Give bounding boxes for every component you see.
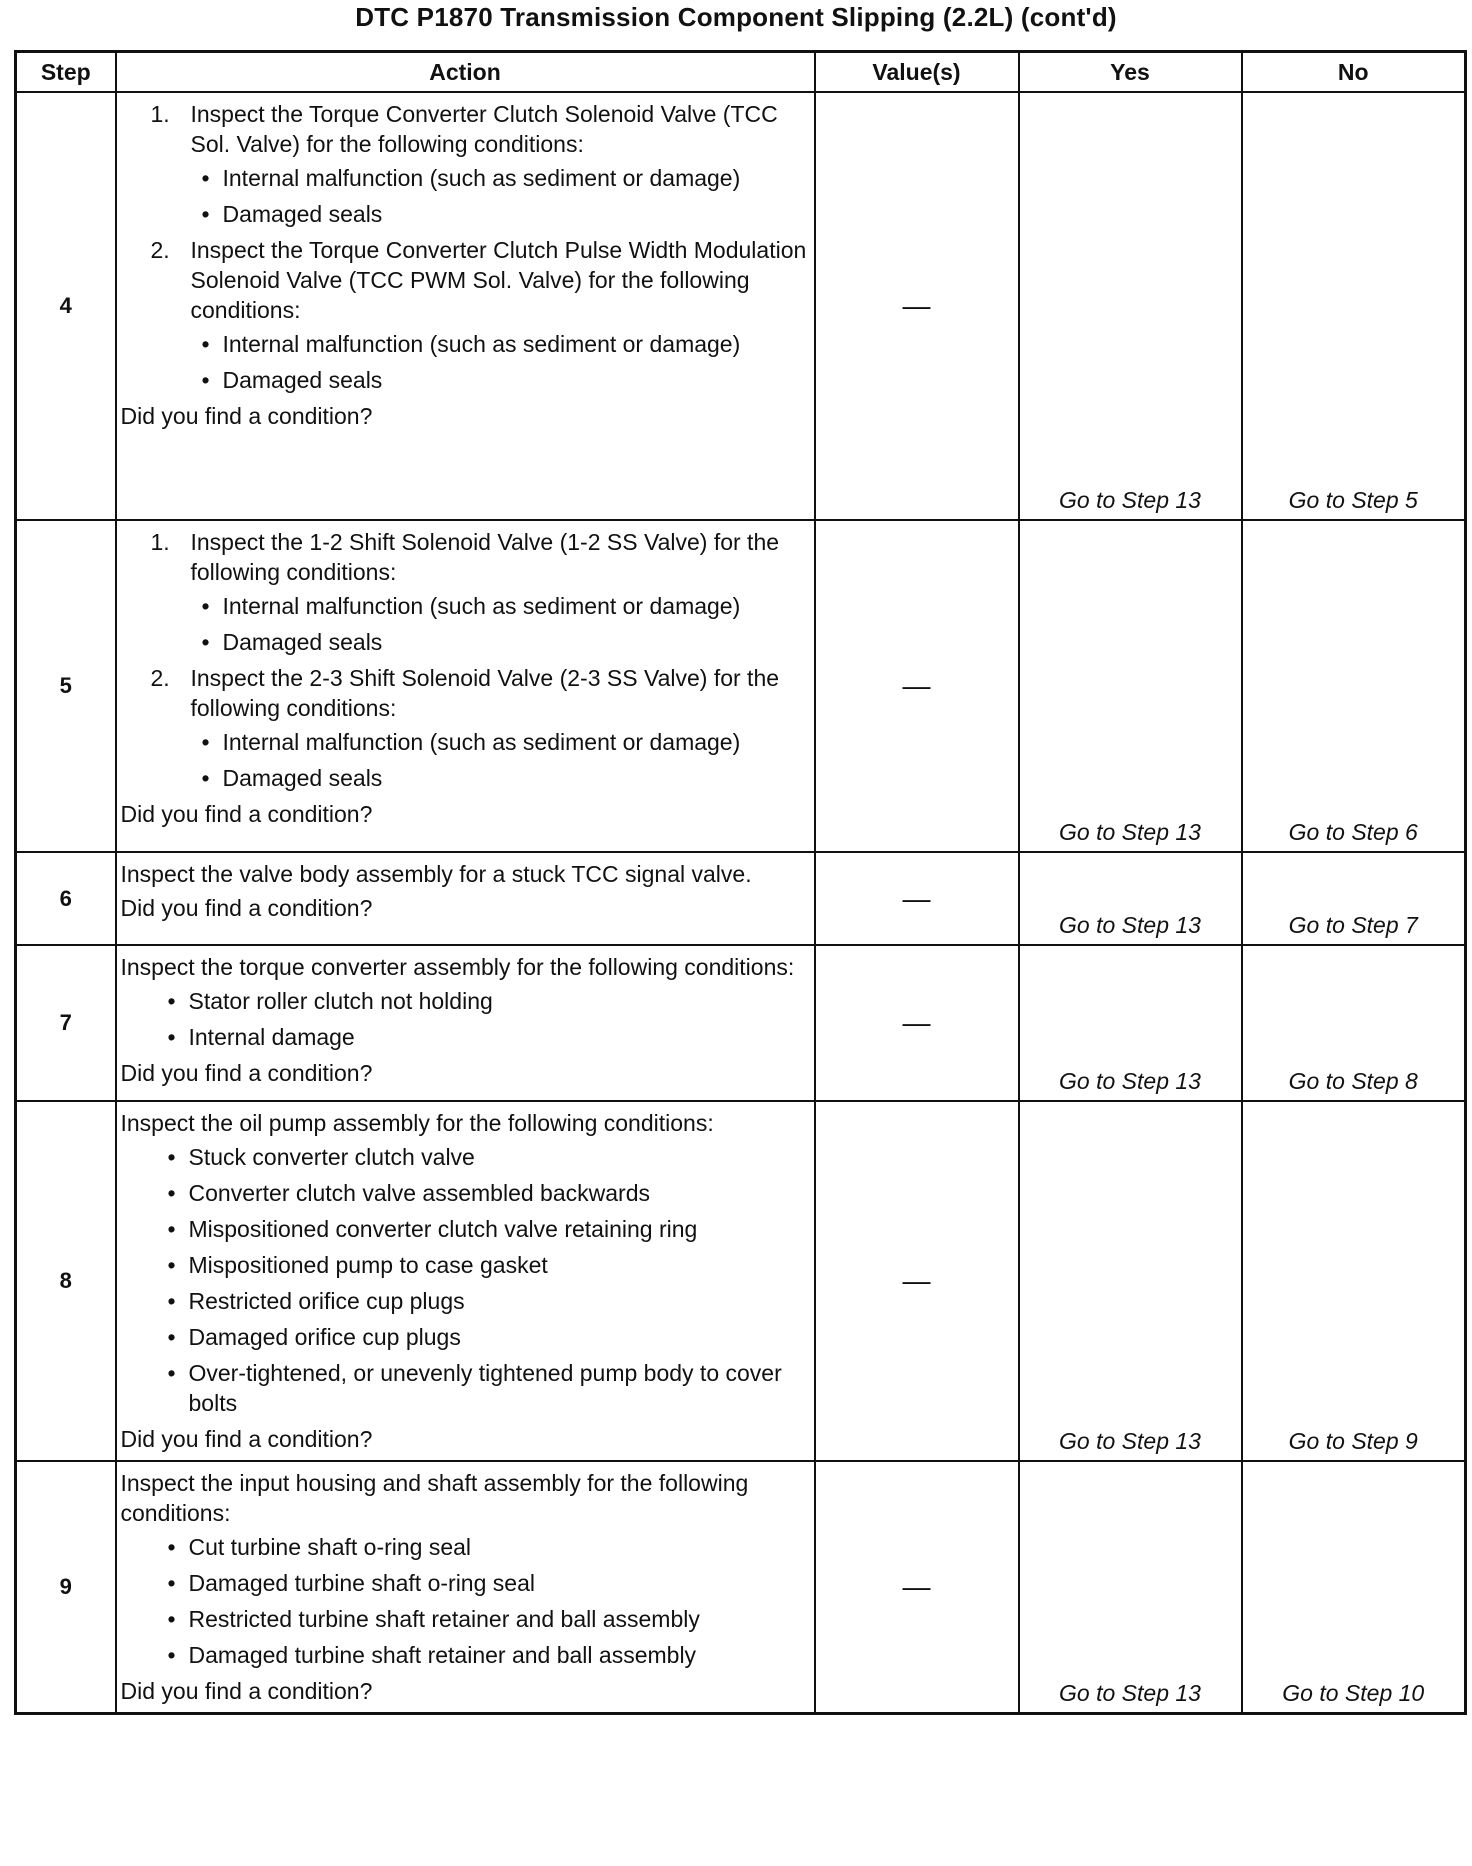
bullet-text: Damaged orifice cup plugs — [188, 1324, 461, 1350]
table-row — [16, 92, 1466, 520]
no-goto: Go to Step 8 — [1242, 945, 1466, 1101]
bullet-item — [155, 1250, 808, 1280]
bullet-text: Internal malfunction (such as sediment or damage) — [222, 165, 741, 191]
bullet-item — [155, 1568, 808, 1598]
bullet-item — [155, 1532, 808, 1562]
bullet-text: Internal malfunction (such as sediment or damage) — [222, 729, 741, 755]
bullet-icon: • — [167, 1180, 176, 1206]
bullet-item — [189, 727, 808, 757]
bullet-icon: • — [167, 1024, 176, 1050]
value-dash: — — [815, 520, 1019, 852]
bullet-item — [189, 365, 808, 395]
bullet-icon: • — [201, 331, 210, 357]
bullet-icon: • — [201, 629, 210, 655]
condition-question: Did you find a condition? — [120, 1426, 373, 1452]
bullet-icon: • — [167, 1534, 176, 1560]
numbered-step — [121, 527, 808, 657]
yes-goto: Go to Step 13 — [1019, 520, 1242, 852]
step-text: Inspect the 2-3 Shift Solenoid Valve (2-3 SS Valve) for the following conditions: — [190, 665, 780, 721]
bullet-text: Restricted turbine shaft retainer and ball assembly — [188, 1606, 700, 1632]
step-text: Inspect the Torque Converter Clutch Pulse Width Modulation Solenoid Valve (TCC PWM Sol. Valve) for the following conditions: — [190, 237, 807, 323]
bullet-text: Stuck converter clutch valve — [188, 1144, 475, 1170]
bullet-icon: • — [167, 1642, 176, 1668]
bullet-icon: • — [167, 1606, 176, 1632]
bullet-icon: • — [201, 729, 210, 755]
action-intro: Inspect the oil pump assembly for the following conditions: — [120, 1110, 714, 1136]
no-goto: Go to Step 9 — [1242, 1101, 1466, 1461]
bullet-item — [155, 1322, 808, 1352]
step-number: 5 — [16, 520, 116, 852]
yes-goto: Go to Step 13 — [1019, 852, 1242, 945]
bullet-text: Restricted orifice cup plugs — [188, 1288, 465, 1314]
bullet-icon: • — [201, 765, 210, 791]
action-intro: Inspect the input housing and shaft assembly for the following conditions: — [120, 1470, 749, 1526]
value-dash: — — [815, 92, 1019, 520]
bullet-icon: • — [167, 1216, 176, 1242]
step-number: 6 — [16, 852, 116, 945]
condition-question: Did you find a condition? — [120, 801, 373, 827]
condition-question: Did you find a condition? — [120, 1060, 373, 1086]
no-goto: Go to Step 7 — [1242, 852, 1466, 945]
numbered-line — [151, 235, 808, 325]
numbered-line — [151, 663, 808, 723]
bullet-item — [189, 591, 808, 621]
step-number: 4 — [16, 92, 116, 520]
action-cell — [116, 1461, 815, 1714]
bullet-text: Internal malfunction (such as sediment or damage) — [222, 331, 741, 357]
yes-goto: Go to Step 13 — [1019, 92, 1242, 520]
numbered-line — [151, 527, 808, 587]
bullet-text: Damaged seals — [222, 201, 383, 227]
bullet-text: Damaged turbine shaft retainer and ball assembly — [188, 1642, 697, 1668]
value-dash: — — [815, 852, 1019, 945]
header-row — [16, 52, 1466, 93]
bullet-icon: • — [167, 988, 176, 1014]
bullet-list — [155, 986, 808, 1052]
bullet-item — [189, 199, 808, 229]
diagnostic-table — [14, 50, 1467, 1715]
step-index: 1. — [150, 101, 170, 127]
numbered-step — [121, 235, 808, 395]
action-cell — [116, 852, 815, 945]
bullet-text: Damaged seals — [222, 367, 383, 393]
bullet-list — [189, 163, 808, 229]
bullet-icon: • — [167, 1570, 176, 1596]
action-intro: Inspect the valve body assembly for a stuck TCC signal valve. — [120, 861, 752, 887]
header-step: Step — [16, 52, 116, 93]
action-cell — [116, 92, 815, 520]
bullet-item — [189, 763, 808, 793]
bullet-text: Internal malfunction (such as sediment or damage) — [222, 593, 741, 619]
bullet-text: Stator roller clutch not holding — [188, 988, 493, 1014]
bullet-list — [155, 1532, 808, 1670]
bullet-item — [155, 1640, 808, 1670]
bullet-item — [189, 163, 808, 193]
table-row — [16, 852, 1466, 945]
bullet-icon: • — [167, 1324, 176, 1350]
condition-question: Did you find a condition? — [120, 403, 373, 429]
table-row — [16, 520, 1466, 852]
bullet-icon: • — [167, 1144, 176, 1170]
numbered-line — [151, 99, 808, 159]
no-goto: Go to Step 10 — [1242, 1461, 1466, 1714]
bullet-icon: • — [201, 593, 210, 619]
bullet-item — [189, 329, 808, 359]
no-goto: Go to Step 5 — [1242, 92, 1466, 520]
step-index: 2. — [150, 237, 170, 263]
step-number: 7 — [16, 945, 116, 1101]
bullet-text: Mispositioned pump to case gasket — [188, 1252, 548, 1278]
bullet-icon: • — [167, 1288, 176, 1314]
bullet-item — [155, 1358, 808, 1418]
bullet-text: Damaged seals — [222, 629, 383, 655]
bullet-item — [155, 1022, 808, 1052]
header-yes: Yes — [1019, 52, 1242, 93]
numbered-step — [121, 99, 808, 229]
yes-goto: Go to Step 13 — [1019, 945, 1242, 1101]
action-intro: Inspect the torque converter assembly for the following conditions: — [120, 954, 795, 980]
numbered-step — [121, 663, 808, 793]
bullet-item — [155, 1178, 808, 1208]
bullet-icon: • — [201, 367, 210, 393]
bullet-text: Cut turbine shaft o-ring seal — [188, 1534, 472, 1560]
value-dash: — — [815, 1461, 1019, 1714]
table-row — [16, 945, 1466, 1101]
header-no: No — [1242, 52, 1466, 93]
bullet-list — [189, 591, 808, 657]
bullet-text: Damaged turbine shaft o-ring seal — [188, 1570, 535, 1596]
bullet-list — [155, 1142, 808, 1418]
step-number: 9 — [16, 1461, 116, 1714]
step-index: 1. — [150, 529, 170, 555]
step-text: Inspect the 1-2 Shift Solenoid Valve (1-2 SS Valve) for the following conditions: — [190, 529, 780, 585]
table-row — [16, 1461, 1466, 1714]
value-dash: — — [815, 1101, 1019, 1461]
step-text: Inspect the Torque Converter Clutch Solenoid Valve (TCC Sol. Valve) for the following conditions: — [190, 101, 778, 157]
bullet-icon: • — [167, 1252, 176, 1278]
header-values: Value(s) — [815, 52, 1019, 93]
bullet-text: Over-tightened, or unevenly tightened pump body to cover bolts — [188, 1360, 782, 1416]
yes-goto: Go to Step 13 — [1019, 1101, 1242, 1461]
table-row — [16, 1101, 1466, 1461]
bullet-item — [155, 1214, 808, 1244]
bullet-text: Damaged seals — [222, 765, 383, 791]
bullet-item — [155, 1604, 808, 1634]
bullet-list — [189, 727, 808, 793]
condition-question: Did you find a condition? — [120, 895, 373, 921]
bullet-item — [155, 986, 808, 1016]
bullet-item — [155, 1142, 808, 1172]
step-number: 8 — [16, 1101, 116, 1461]
value-dash: — — [815, 945, 1019, 1101]
header-action: Action — [116, 52, 815, 93]
page-title: DTC P1870 Transmission Component Slipping (2.2L) (cont'd) — [355, 2, 1117, 32]
bullet-text: Mispositioned converter clutch valve retaining ring — [188, 1216, 698, 1242]
action-cell — [116, 1101, 815, 1461]
bullet-item — [189, 627, 808, 657]
condition-question: Did you find a condition? — [120, 1678, 373, 1704]
bullet-text: Converter clutch valve assembled backwards — [188, 1180, 650, 1206]
yes-goto: Go to Step 13 — [1019, 1461, 1242, 1714]
step-index: 2. — [150, 665, 170, 691]
bullet-icon: • — [167, 1360, 176, 1386]
bullet-icon: • — [201, 201, 210, 227]
bullet-text: Internal damage — [188, 1024, 355, 1050]
bullet-list — [189, 329, 808, 395]
no-goto: Go to Step 6 — [1242, 520, 1466, 852]
action-cell — [116, 520, 815, 852]
bullet-icon: • — [201, 165, 210, 191]
action-cell — [116, 945, 815, 1101]
bullet-item — [155, 1286, 808, 1316]
